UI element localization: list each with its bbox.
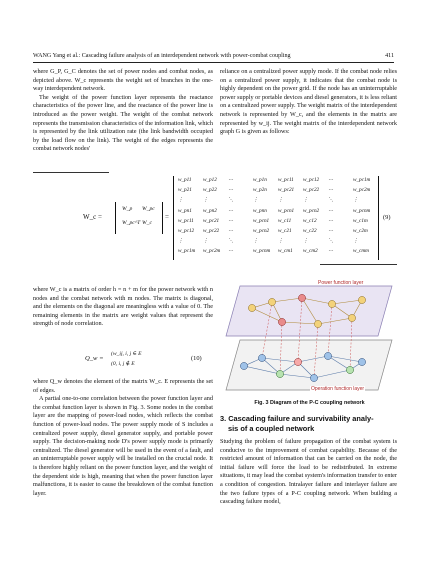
- matrix-cell: w_pcn2: [303, 207, 320, 214]
- pc-coupling-diagram: [222, 278, 397, 396]
- block-wpc: W_pc: [142, 206, 155, 212]
- matrix-cell: w_pc12: [303, 177, 320, 183]
- weight-matrix: [173, 176, 379, 260]
- matrix-cell: ⋯: [228, 177, 234, 183]
- section-title-line1: 3. Cascading failure and survivability analy-: [220, 414, 374, 423]
- matrix-cell: ⋱: [228, 238, 234, 245]
- paragraph: where G_P, G_C denotes the set of power nodes and combat nodes, as depicted above. W_c represents the weight set of branches in the one-way interdependent network.: [33, 68, 213, 93]
- matrix-cell: w_pc1m: [178, 248, 196, 255]
- matrix-cell: ⋯: [328, 228, 334, 234]
- equation-number: (9): [383, 214, 391, 221]
- matrix-cell: ⋱: [328, 238, 334, 245]
- paragraph: where Q_w denotes the element of the matrix W_c. E represents the set of edges.: [33, 378, 213, 394]
- matrix-cell: w_pcnm: [253, 248, 271, 255]
- matrix-cell: ⋯: [328, 207, 334, 214]
- matrix-cell: w_pnn: [253, 207, 267, 214]
- equation-lhs: Q_w =: [85, 355, 104, 362]
- matrix-cell: ⋮: [303, 197, 309, 204]
- matrix-cell: ⋯: [228, 248, 234, 255]
- matrix-cell: w_pc11: [178, 217, 194, 224]
- right-column-top: [220, 68, 397, 137]
- matrix-cell: w_p12: [203, 177, 217, 183]
- paragraph: reliance on a centralized power supply mode. If the combat node relies on a centralized power supply, it indicates that the combat node is highly dependent on the power grid. If the node has an uninterruptable power supply or portable devices and diesel generators, it is less reliant on a centralized power supply. The weight matrix of the interdependent network is represented by W_c, and the elements in the matrix are represented by w_ij. The weight matrix of the interdependent network graph G is given as follows:: [220, 68, 397, 136]
- matrix-cell: w_pc11: [278, 177, 294, 183]
- block-wc: W_c: [142, 220, 152, 226]
- case-1: (w_ij, i, j ∈ E: [111, 351, 142, 357]
- matrix-cell: ⋮: [303, 238, 309, 245]
- matrix-cell: ⋱: [228, 197, 234, 204]
- matrix-cell: w_pn2: [203, 207, 217, 214]
- operation-layer-plane: [226, 340, 392, 390]
- matrix-cell: ⋮: [278, 197, 284, 204]
- matrix-cell: w_pc2m: [353, 187, 371, 194]
- left-column-top: [33, 68, 213, 154]
- equation-9: [33, 176, 397, 262]
- matrix-cell: ⋮: [353, 238, 359, 245]
- left-column-bottom: [33, 378, 213, 498]
- matrix-cell: w_p1n: [253, 177, 267, 183]
- block-matrix: [115, 202, 163, 234]
- running-title: WANG Yang et al.: Cascading failure analysis of an interdependent network with power-combat coupling: [33, 53, 291, 59]
- figure-caption: Fig. 3 Diagram of the P-C coupling network: [254, 400, 365, 406]
- matrix-cell: ⋮: [353, 197, 359, 204]
- matrix-cell: w_p11: [178, 177, 192, 183]
- matrix-cell: w_c22: [303, 228, 317, 234]
- matrix-cell: w_pc21: [203, 217, 220, 224]
- matrix-cell: ⋮: [278, 238, 284, 245]
- matrix-cell: w_pc1m: [353, 177, 371, 183]
- matrix-cell: ⋮: [178, 238, 184, 245]
- matrix-cell: w_cmm: [353, 248, 369, 255]
- matrix-cell: ⋯: [328, 187, 334, 194]
- matrix-cell: w_pc21: [278, 187, 295, 194]
- equation-number: (10): [191, 355, 202, 362]
- matrix-cell: ⋯: [228, 217, 234, 224]
- paragraph: The weight of the power function layer represents the reactance characteristics of the power line, and the reactance of the power line is introduced as the power weight. The weight of the combat network represents the transmission characteristics of the information link, which is represented by the link utilization rate (the link bandwidth occupied by the load flow on the link). The weight of the edges represents the combat network nodes': [33, 93, 213, 153]
- matrix-cell: ⋮: [178, 197, 184, 204]
- matrix-cell: ⋱: [328, 197, 334, 204]
- matrix-cell: w_c11: [278, 217, 292, 224]
- case-2: (0, i, j ∉ E: [111, 361, 135, 367]
- matrix-cell: w_c12: [303, 217, 317, 224]
- figure-3: [222, 278, 397, 396]
- matrix-cell: w_pcn2: [253, 228, 270, 234]
- section-heading: [220, 414, 397, 434]
- matrix-cell: ⋯: [328, 177, 334, 183]
- block-wpct: W_pc^T: [122, 220, 141, 226]
- operation-layer-label: Operation function layer: [311, 386, 365, 392]
- matrix-cell: ⋯: [228, 228, 234, 234]
- paragraph: where W_c is a matrix of order h = n + m for the power network with n nodes and the combat network with m nodes. The matrix is diagonal, and the elements on the diagonal are meaningless with a value of 0. The remaining elements in the matrix are weight values that represent the strength of node correlation.: [33, 286, 213, 328]
- paragraph: Studying the problem of failure propagation of the combat system is conducive to the improvement of combat capability. Because of the restricted amount of information that can be carried on the node, the initial failure will force the load to be redistributed. In extreme situations, it may lead the combat system's information transfer to enter a condition of congestion. Intralayer failure and interlayer failure are the two failure types of a P-C coupling network. When building a cascading failure model,: [220, 438, 397, 506]
- matrix-cell: w_pc22: [203, 228, 220, 234]
- matrix-cell: w_cm1: [278, 248, 293, 255]
- matrix-cell: ⋮: [203, 197, 209, 204]
- matrix-cell: ⋮: [253, 197, 259, 204]
- matrix-cell: w_p21: [178, 187, 192, 194]
- paragraph: A partial one-to-one correlation between the power function layer and the combat function layer is shown in Fig. 3. Some nodes in the combat layer are the mapping of power-load nodes, which reflects the combat function of power-load nodes. The power supply mode of S includes a centralized power supply, diesel generator supply, and portable power supply. The decision-making node D's power supply mode is primarily centralized. The diesel generator will be used in the event of a fault, and an uninterruptable power supply will be installed on the crucial node. It is therefore highly reliant on the power function layer, and the weight of the dependent side is high, meaning that when the power function layer malfunctions, it is easier to cause the breakdown of the combat function layer.: [33, 395, 213, 497]
- matrix-cell: w_cm2: [303, 248, 318, 255]
- matrix-cell: w_pc12: [178, 228, 195, 234]
- left-column-mid: [33, 286, 213, 329]
- equals-sign: =: [165, 213, 169, 221]
- matrix-cell: ⋮: [253, 238, 259, 245]
- power-layer-label: Power function layer: [318, 280, 364, 286]
- right-column-bottom: [220, 438, 397, 507]
- page-number: 411: [385, 53, 394, 59]
- matrix-cell: w_pcn1: [278, 207, 295, 214]
- running-header: [33, 51, 394, 61]
- equation-10: [33, 350, 213, 372]
- section-title-line2: sis of a coupled network: [228, 424, 315, 433]
- equation-bottom-rule: [320, 264, 397, 265]
- matrix-cell: w_pc22: [303, 187, 320, 194]
- header-rule: [33, 62, 394, 63]
- matrix-cell: w_pc2m: [203, 248, 221, 255]
- block-wp: W_p: [122, 206, 133, 212]
- matrix-cell: ⋯: [328, 217, 334, 224]
- matrix-cell: w_c2m: [353, 228, 368, 234]
- matrix-cell: w_p22: [203, 187, 217, 194]
- matrix-cell: ⋯: [228, 187, 234, 194]
- equation-top-rule: [33, 172, 109, 173]
- equation-lhs: W_c =: [83, 213, 102, 221]
- matrix-cell: ⋯: [328, 248, 334, 255]
- matrix-cell: w_c21: [278, 228, 292, 234]
- matrix-cell: ⋯: [228, 207, 234, 214]
- matrix-cell: ⋮: [203, 238, 209, 245]
- matrix-cell: w_pcn1: [253, 217, 270, 224]
- matrix-cell: w_pcnm: [353, 207, 371, 214]
- matrix-cell: w_pn1: [178, 207, 192, 214]
- matrix-cell: w_p2n: [253, 187, 267, 194]
- matrix-cell: w_c1m: [353, 217, 368, 224]
